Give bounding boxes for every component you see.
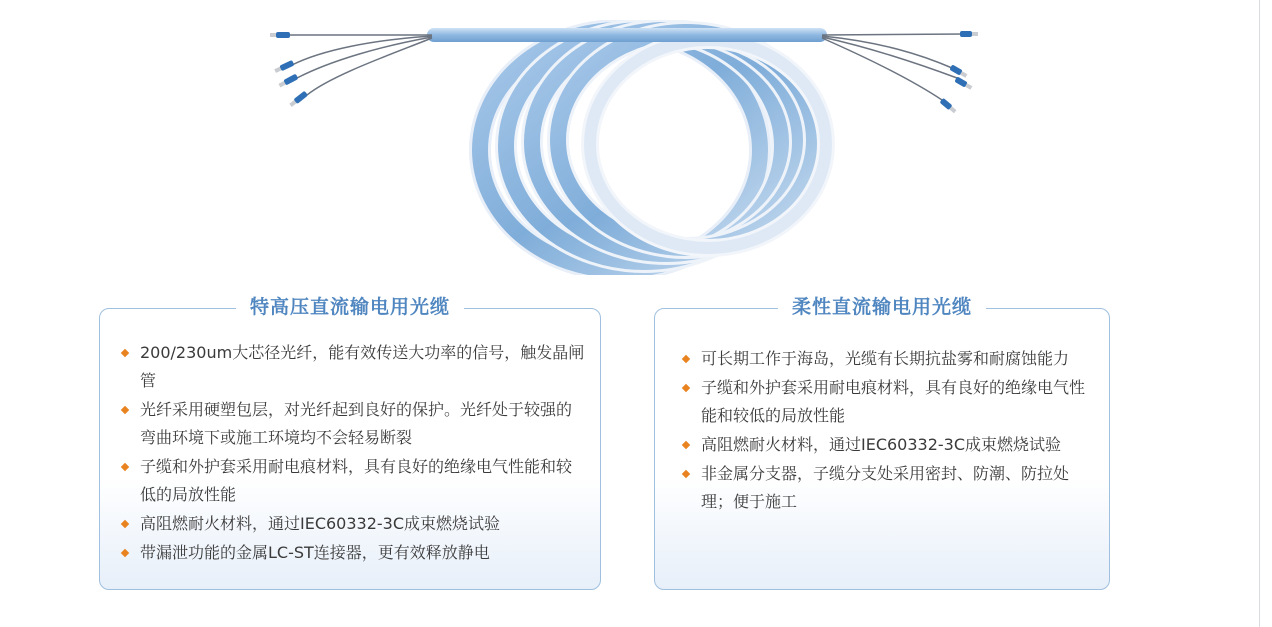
list-item	[683, 460, 1095, 516]
uhv-dc-cable-panel	[99, 296, 601, 590]
list-item	[122, 339, 586, 395]
diamond-bullet-icon	[682, 384, 690, 392]
list-item	[122, 396, 586, 452]
feature-list	[683, 345, 1095, 517]
diamond-bullet-icon	[121, 349, 129, 357]
feature-list	[122, 339, 586, 568]
feature-text: 200/230um大芯径光纤，能有效传送大功率的信号，触发晶闸管	[140, 343, 585, 390]
panel-title	[100, 295, 600, 320]
flexible-dc-cable-title: 柔性直流输电用光缆	[778, 295, 986, 319]
feature-text: 高阻燃耐火材料，通过IEC60332-3C成束燃烧试验	[701, 435, 1062, 454]
diamond-bullet-icon	[121, 406, 129, 414]
list-item	[683, 431, 1095, 459]
feature-text: 可长期工作于海岛，光缆有长期抗盐雾和耐腐蚀能力	[701, 349, 1070, 368]
diamond-bullet-icon	[121, 520, 129, 528]
feature-text: 光纤采用硬塑包层，对光纤起到良好的保护。光纤处于较强的弯曲环境下或施工环境均不会轻易断裂	[140, 400, 573, 447]
feature-text: 子缆和外护套采用耐电痕材料，具有良好的绝缘电气性能和较低的局放性能	[140, 457, 573, 504]
diamond-bullet-icon	[121, 549, 129, 557]
feature-text: 带漏泄功能的金属LC-ST连接器，更有效释放静电	[140, 543, 490, 562]
panel-title	[655, 295, 1109, 320]
feature-text: 非金属分支器，子缆分支处采用密封、防潮、防拉处理；便于施工	[701, 464, 1070, 511]
diamond-bullet-icon	[682, 470, 690, 478]
diamond-bullet-icon	[121, 463, 129, 471]
list-item	[122, 510, 586, 538]
feature-text: 子缆和外护套采用耐电痕材料，具有良好的绝缘电气性能和较低的局放性能	[701, 378, 1086, 425]
list-item	[122, 539, 586, 567]
list-item	[683, 345, 1095, 373]
diamond-bullet-icon	[682, 441, 690, 449]
list-item	[122, 453, 586, 509]
uhv-dc-cable-title: 特高压直流输电用光缆	[236, 295, 464, 319]
diamond-bullet-icon	[682, 355, 690, 363]
flexible-dc-cable-panel	[654, 296, 1110, 590]
feature-text: 高阻燃耐火材料，通过IEC60332-3C成束燃烧试验	[140, 514, 501, 533]
page-edge-divider	[1259, 0, 1260, 627]
list-item	[683, 374, 1095, 430]
coiled-fiber-cable-icon	[262, 20, 982, 275]
